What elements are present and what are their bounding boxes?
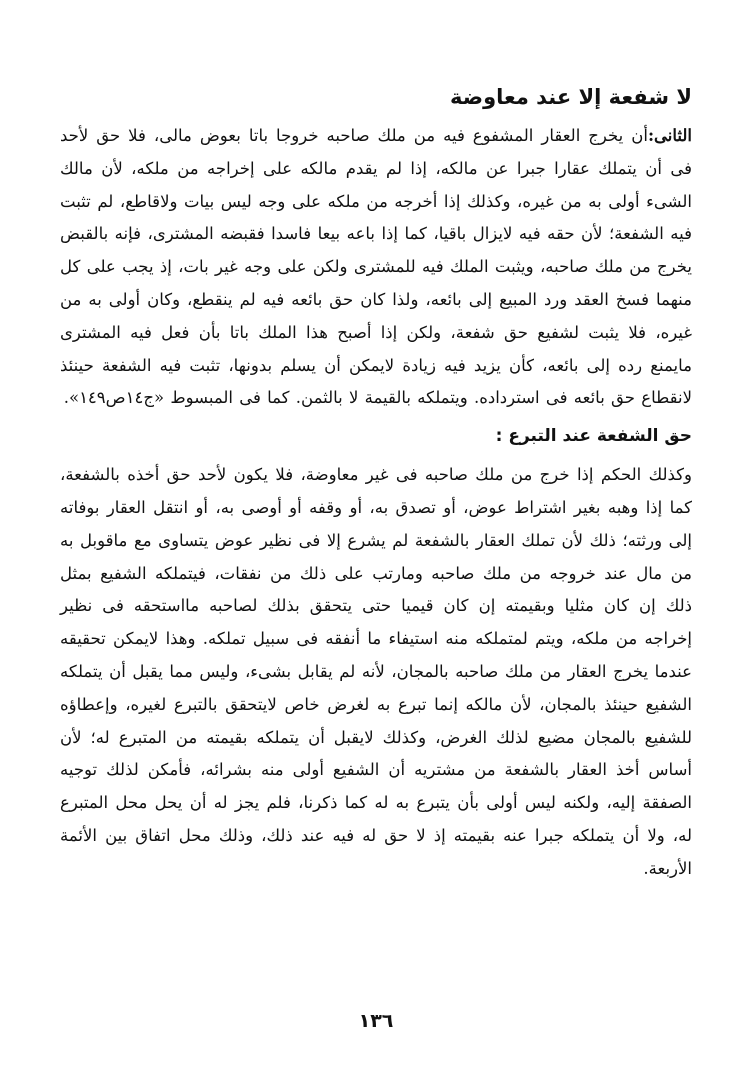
page-number: ١٣٦ xyxy=(358,1010,394,1032)
paragraph-lead: الثانى: xyxy=(647,126,692,145)
subsection-heading: حق الشفعة عند التبرع : xyxy=(495,426,692,447)
document-page xyxy=(60,80,692,1040)
paragraph-second-condition xyxy=(60,120,692,415)
paragraph-body: أن يخرج العقار المشفوع فيه من ملك صاحبه خروجا باتا بعوض مالى، فلا حق لأحد فى أن يتملك عقارا جبرا عن مالكه، إذا لم يقدم مالكه على إخراجه من ملكه، لأن مالك الشىء أولى به من غيره، وكذلك إذا أخرجه من ملكه على وجه ليس بيات ولاقاطع، لم تثبت فيه الشفعة؛ لأن حقه فيه لايزال باقيا، كما إذا باعه بيعا فاسدا فقبضه المشترى، فإنه بالقبض يخرج من ملك صاحبه، ويثبت الملك فيه للمشترى ولكن على وجه غير بات، إذ يجب على كل منهما فسخ العقد ورد المبيع إلى بائعه، ولذا كان حق بائعه فيه لم ينقطع، وكان أولى به من غيره، فلا يثبت لشفيع حق شفعة، ولكن إذا أصبح هذا الملك باتا بأن فعل فيه المشترى مايمنع رده إلى بائعه، كأن يزيد فيه زيادة لايمكن أن يسلم بدونها، تثبت فيه الشفعة حينئذ لانقطاع حق بائعه فى استرداده. ويتملكه بالقيمة لا بالثمن. كما فى المبسوط «ج١٤ص١٤٩». xyxy=(60,126,692,408)
paragraph-donation: وكذلك الحكم إذا خرج من ملك صاحبه فى غير معاوضة، فلا يكون لأحد حق أخذه بالشفعة، كما إذا وهبه بغير اشتراط عوض، أو تصدق به، أو وقفه أو أوصى به، أو انتقل العقار بوفاته إلى ورثته؛ ذلك لأن تملك العقار بالشفعة لم يشرع إلا فى نظير عوض يتساوى مع ماقوبل به من مال عند خروجه من ملك صاحبه ومارتب على ذلك من نفقات، فيتملكه الشفيع بمثل ذلك إن كان مثليا وبقيمته إن كان قيميا حتى يتحقق بذلك لصاحبه مااستحقه فى نظير إخراجه من ملكه، ويتم لمتملكه منه استيفاء ما أنفقه فى سبيل تملكه. وهذا لايمكن تحقيقه عندما يخرج العقار من ملك صاحبه بالمجان، لأنه لم يقابل بشىء، وليس مما يقبل أن يتملكه الشفيع حينئذ بالمجان، لأن مالكه إنما تبرع به لغرض خاص لايتحقق بالتبرع لغيره، وإعطاؤه للشفيع بالمجان مضيع لذلك الغرض، وكذلك لايقبل أن يتملكه بقيمته من المتبرع له؛ لأن أساس أخذ العقار بالشفعة من مشتريه أن الشفيع أولى منه بشرائه، فأمكن لذلك توجيه الصفقة إليه، ولكنه ليس أولى بأن يتبرع به له كما ذكرنا، فلم يجز له أن يحل محل المتبرع له، ولا أن يتملكه جبرا عنه بقيمته إذ لا حق له فيه عند ذلك، وذلك محل اتفاق بين الأئمة الأربعة. xyxy=(60,465,692,878)
section-heading: لا شفعة إلا عند معاوضة xyxy=(450,85,692,109)
